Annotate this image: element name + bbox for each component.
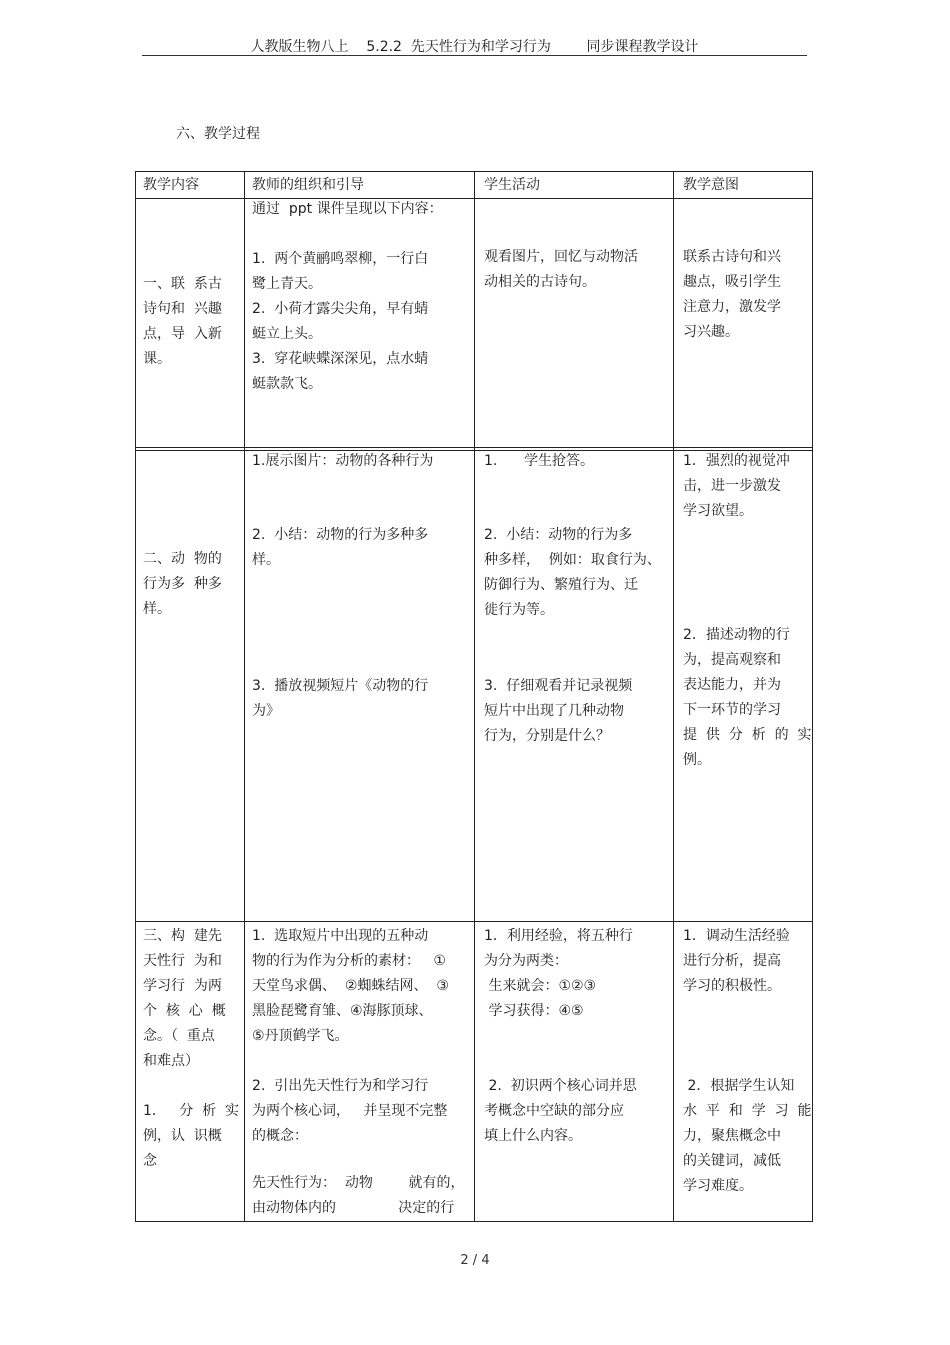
cell-line: 1．调动生活经验 — [683, 928, 790, 944]
cell-line: 下一环节的学习 — [683, 702, 781, 718]
cell-line: 生来就会：①②③ — [484, 978, 597, 994]
row2-teacher-1 — [252, 449, 470, 474]
cell-line: 念。（ 重点 — [143, 1028, 215, 1044]
cell-line: 短片中出现了几种动物 — [484, 703, 624, 719]
table-header-rule — [135, 198, 813, 199]
header-rule — [142, 55, 807, 56]
cell-line: 二、动 物的 — [143, 551, 222, 567]
cell-line — [252, 222, 470, 247]
cell-line: 通过 ppt 课件呈现以下内容： — [252, 201, 443, 217]
cell-line: 2. 小结：动物的行为多 — [484, 527, 633, 543]
cell-line: 三、构 建先 — [143, 928, 222, 944]
row-divider-1 — [135, 447, 813, 448]
cell-line: 鹭上青天。 — [252, 276, 322, 292]
column-header-student: 学生活动 — [484, 177, 540, 193]
cell-line: 水 平 和 学 习 能 — [683, 1103, 812, 1119]
cell-line: 天堂鸟求偶、 ②蜘蛛结网、 ③ — [252, 978, 449, 994]
table-divider-1 — [244, 171, 245, 1222]
cell-line: 学习的积极性。 — [683, 978, 781, 994]
row2-student-3 — [484, 674, 669, 749]
cell-line: 2. 引出先天性行为和学习行 — [252, 1078, 429, 1094]
column-header-content: 教学内容 — [143, 177, 199, 193]
cell-line: 课。 — [143, 351, 171, 367]
table-border-left — [135, 171, 136, 1222]
cell-line: 的概念： — [252, 1128, 308, 1144]
cell-line: 1. 两个黄鹂鸣翠柳，一行白 — [252, 251, 429, 267]
cell-line: 1. 学生抢答。 — [484, 453, 595, 469]
section-heading: 六、教学过程 — [176, 126, 260, 142]
row3-teacher-1 — [252, 924, 470, 1049]
cell-line: 学习欲望。 — [683, 503, 753, 519]
row3-intent-2 — [683, 1074, 812, 1199]
row2-teacher-3 — [252, 674, 470, 724]
row3-content-1 — [143, 924, 240, 1074]
cell-line: 诗句和 兴趣 — [143, 301, 222, 317]
cell-line: 2．根据学生认知 — [683, 1078, 795, 1094]
cell-line: 蜓立上头。 — [252, 326, 322, 342]
cell-line: 个 核 心 概 — [143, 1003, 226, 1019]
cell-line: 为分为两类： — [484, 953, 568, 969]
cell-line: 念 — [143, 1153, 157, 1169]
cell-line: 物的行为作为分析的素材： ① — [252, 953, 446, 969]
cell-line: 学习获得：④⑤ — [484, 1003, 584, 1019]
table-border-right — [812, 171, 813, 1222]
cell-line: 3. 穿花峡蝶深深见，点水蜻 — [252, 351, 429, 367]
cell-line: 点，导 入新 — [143, 326, 222, 342]
row1-teacher — [252, 197, 470, 397]
page-header: 人教版生物八上 5.2.2 先天性行为和学习行为 同步课程教学设计 — [250, 39, 699, 55]
cell-line: 行为，分别是什么？ — [484, 728, 610, 744]
cell-line: 击，进一步激发 — [683, 478, 781, 494]
cell-line: 先天性行为： 动物 就有的， — [252, 1175, 465, 1191]
cell-line: 考概念中空缺的部分应 — [484, 1103, 624, 1119]
row1-content — [143, 272, 240, 372]
column-header-teacher: 教师的组织和引导 — [252, 177, 364, 193]
row2-student-2 — [484, 523, 669, 623]
cell-line: 观看图片，回忆与动物活 — [484, 249, 638, 265]
cell-line: ⑤丹顶鹤学飞。 — [252, 1028, 349, 1044]
cell-line: 习兴趣。 — [683, 324, 739, 340]
cell-line: 种多样， 例如：取食行为、 — [484, 552, 661, 568]
cell-line: 1．强烈的视觉冲 — [683, 453, 790, 469]
row2-content — [143, 547, 240, 622]
cell-line: 一、联 系古 — [143, 276, 222, 292]
cell-line: 1.展示图片：动物的各种行为 — [252, 453, 434, 469]
cell-line: 表达能力，并为 — [683, 677, 781, 693]
row2-teacher-2 — [252, 523, 470, 573]
cell-line: 例。 — [683, 752, 711, 768]
cell-line: 例，认 识概 — [143, 1128, 222, 1144]
cell-line: 2. 小结：动物的行为多种多 — [252, 527, 429, 543]
cell-line: 样。 — [252, 552, 280, 568]
cell-line: 提 供 分 析 的 实 — [683, 727, 812, 743]
cell-line: 为》 — [252, 703, 280, 719]
row1-student — [484, 245, 669, 295]
cell-line: 学习行 为两 — [143, 978, 222, 994]
row2-intent-2 — [683, 623, 812, 773]
cell-line: 样。 — [143, 601, 171, 617]
cell-line: 3. 仔细观看并记录视频 — [484, 678, 633, 694]
cell-line: 2. 小荷才露尖尖角，早有蜻 — [252, 301, 429, 317]
cell-line: 1．利用经验，将五种行 — [484, 928, 633, 944]
table-border-bottom — [135, 1221, 813, 1222]
cell-line: 徙行为等。 — [484, 602, 554, 618]
row2-student-1 — [484, 449, 669, 474]
cell-line: 防御行为、繁殖行为、迁 — [484, 577, 638, 593]
cell-line: 天性行 为和 — [143, 953, 222, 969]
cell-line: 2．描述动物的行 — [683, 627, 790, 643]
cell-line: 蜓款款飞。 — [252, 376, 322, 392]
column-header-intent: 教学意图 — [683, 177, 739, 193]
cell-line: 和难点） — [143, 1053, 199, 1069]
cell-line: 1. 选取短片中出现的五种动 — [252, 928, 429, 944]
cell-line: 联系古诗句和兴 — [683, 249, 781, 265]
cell-line: 趣点，吸引学生 — [683, 274, 781, 290]
row3-teacher-3 — [252, 1171, 470, 1221]
table-divider-3 — [673, 171, 674, 1222]
cell-line: 3. 播放视频短片《动物的行 — [252, 678, 429, 694]
cell-line: 力，聚焦概念中 — [683, 1128, 781, 1144]
cell-line: 填上什么内容。 — [484, 1128, 582, 1144]
row3-content-2 — [143, 1099, 240, 1174]
cell-line: 由动物体内的 决定的行 — [252, 1200, 455, 1216]
row3-intent-1 — [683, 924, 808, 999]
row1-intent — [683, 245, 808, 345]
cell-line: 1． 分 析 实 — [143, 1103, 240, 1119]
row3-student-2 — [484, 1074, 669, 1149]
cell-line: 行为多 种多 — [143, 576, 222, 592]
lesson-table — [135, 171, 813, 1222]
cell-line: 为，提高观察和 — [683, 652, 781, 668]
cell-line: 动相关的古诗句。 — [484, 274, 596, 290]
cell-line: 2. 初识两个核心词并思 — [484, 1078, 637, 1094]
cell-line: 进行分析，提高 — [683, 953, 781, 969]
cell-line: 学习难度。 — [683, 1178, 753, 1194]
table-divider-2 — [474, 171, 475, 1222]
cell-line: 的关键词，减低 — [683, 1153, 781, 1169]
row3-teacher-2 — [252, 1074, 470, 1149]
row2-intent-1 — [683, 449, 808, 524]
page-number: 2 / 4 — [460, 1253, 490, 1268]
table-border-top — [135, 171, 813, 172]
cell-line: 注意力，激发学 — [683, 299, 781, 315]
cell-line: 黑脸琵鹭育雏、④海豚顶球、 — [252, 1003, 433, 1019]
cell-line: 为两个核心词， 并呈现不完整 — [252, 1103, 448, 1119]
row3-student-1 — [484, 924, 669, 1024]
row-divider-2 — [135, 921, 813, 922]
